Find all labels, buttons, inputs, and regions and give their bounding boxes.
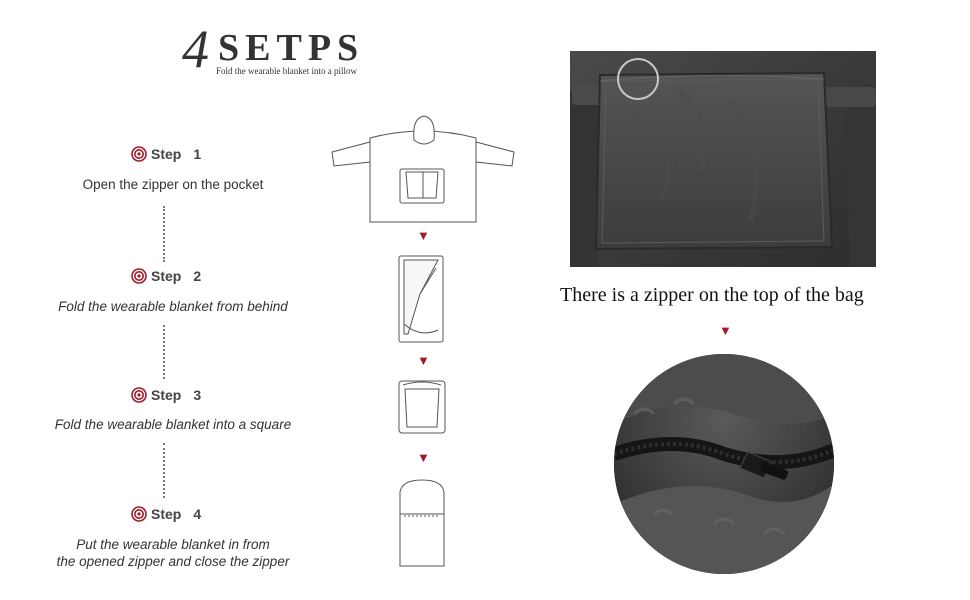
step-2-description: Fold the wearable blanket from behind [58,299,288,314]
down-arrow-icon: ▼ [719,323,732,338]
pillow-illustration [396,478,448,570]
zipper-caption: There is a zipper on the top of the bag [560,284,864,306]
step-number: 2 [193,268,202,284]
pocket-photo [570,51,876,267]
step-2-heading [131,268,201,284]
step-label: Step [151,506,182,522]
step-connector [163,443,165,498]
hoodie-illustration [330,114,516,224]
step-number: 1 [193,146,202,162]
step-3-description: Fold the wearable blanket into a square [54,417,292,432]
folded-blanket-illustration [396,254,446,344]
step-1-description: Open the zipper on the pocket [82,177,264,192]
title-number: 4 [182,19,209,79]
step-4-description-line2: the opened zipper and close the zipper [56,554,290,569]
step-4-description [18,536,328,570]
target-icon [131,506,147,522]
zipper-closeup-image [614,354,834,574]
target-icon [131,268,147,284]
down-arrow-icon: ▼ [417,353,430,368]
step-label: Step [151,268,182,284]
step-connector [163,325,165,379]
step-label: Step [151,146,182,162]
step-number: 4 [193,506,202,522]
step-label: Step [151,387,182,403]
title-word: SETPS [218,27,365,69]
step-1-heading [131,146,201,162]
step-3-heading [131,387,201,403]
target-icon [131,146,147,162]
step-connector [163,206,165,262]
down-arrow-icon: ▼ [417,450,430,465]
step-number: 3 [193,387,202,403]
title-subtitle: Fold the wearable blanket into a pillow [216,66,357,76]
pocket-photo-image [570,51,876,267]
zipper-closeup-photo [614,354,834,574]
step-4-description-line1: Put the wearable blanket in from [76,537,270,552]
step-4-heading [131,506,201,522]
target-icon [131,387,147,403]
down-arrow-icon: ▼ [417,228,430,243]
square-blanket-illustration [397,377,447,435]
